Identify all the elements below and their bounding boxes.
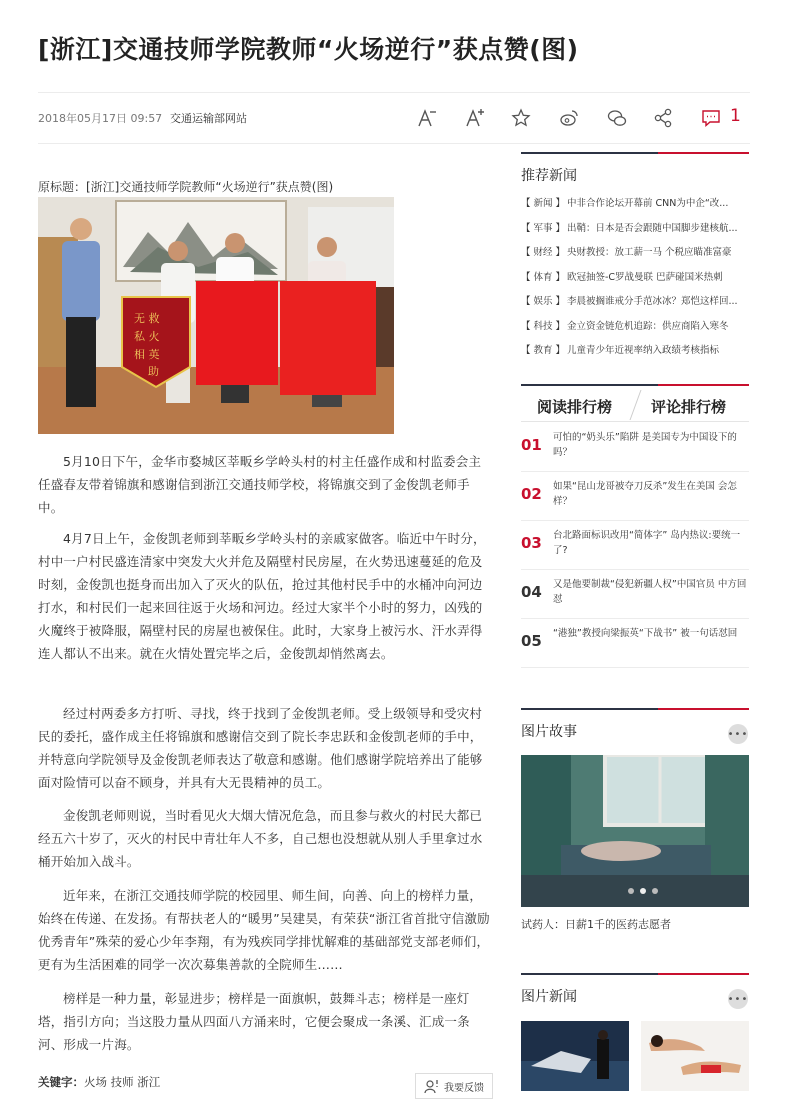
comment-count[interactable]: 1	[730, 106, 741, 126]
rank-link[interactable]: 又是他要制裁“侵犯新疆人权”中国官员 中方回怼	[553, 579, 747, 605]
picture-news-thumb[interactable]	[521, 1021, 629, 1091]
picture-story-caption[interactable]: 试药人：日薪1千的医药志愿者	[521, 918, 671, 931]
sidebar-divider	[521, 152, 749, 154]
sidebar-divider	[521, 708, 749, 710]
keywords-value[interactable]: 火场 技师 浙江	[84, 1075, 161, 1089]
picture-story-heading: 图片故事	[521, 724, 577, 740]
original-title: 原标题：[浙江]交通技师学院教师“火场逆行”获点赞(图)	[38, 180, 334, 194]
wechat-icon	[606, 107, 628, 129]
picture-news-thumb[interactable]	[641, 1021, 749, 1091]
share-icon	[652, 107, 674, 129]
rank-link[interactable]: “港独”教授向梁振英“下战书” 被一句话怼回	[553, 628, 738, 639]
tab-comment-ranking[interactable]: 评论排行榜	[651, 398, 727, 416]
rank-number: 04	[521, 583, 542, 601]
article-paragraph: 金俊凯老师则说，当时看见火大烟大情况危急，而且参与救火的村民大都已经五六十岁了，灭火的村民中青壮年人不多，自己想也没想就从别人手里拿过水桶开始加入战斗。	[38, 808, 483, 869]
tab-read-ranking[interactable]: 阅读排行榜	[537, 398, 613, 416]
rank-item[interactable]	[521, 424, 749, 472]
wechat-share-button[interactable]	[604, 105, 630, 131]
list-item[interactable]	[521, 337, 749, 362]
list-item[interactable]	[521, 190, 749, 215]
article-paragraph: 经过村两委多方打听、寻找，终于找到了金俊凯老师。受上级领导和受灾村民的委托，盛作成主任将锦旗和感谢信交到了院长李忠跃和金俊凯老师的手中，并特意向学院领导及金俊凯老师表达了敬意和感谢。他们感谢学院培养出了能够面对险情可以奋不顾身，并具有大无畏精神的员工。	[38, 706, 483, 790]
article-paragraph: 榜样是一种力量，彰显进步；榜样是一面旗帜，鼓舞斗志；榜样是一座灯塔，指引方向；当这股力量从四面八方涌来时，它便会聚成一条溪、汇成一条河、形成一片海。	[38, 991, 470, 1052]
svg-text:相 英: 相 英	[134, 348, 160, 361]
news-link[interactable]: 李晨被搁谁戒分手范冰冰？郑恺这样回...	[567, 296, 738, 308]
article-source[interactable]: 交通运输部网站	[170, 112, 247, 125]
feedback-icon	[424, 1078, 440, 1094]
svg-text:助: 助	[148, 365, 159, 378]
news-link[interactable]: 欧冠抽签-C罗战曼联 巴萨碰国米热刺	[567, 271, 723, 283]
rank-link[interactable]: 可怕的“奶头乐”陷阱 是美国专为中国设下的吗？	[553, 432, 737, 458]
list-item[interactable]	[521, 288, 749, 313]
rank-number: 01	[521, 436, 542, 454]
news-category[interactable]: 【 财经 】	[521, 247, 566, 259]
article-title: [浙江]交通技师学院教师“火场逆行”获点赞(图)	[38, 35, 579, 64]
picture-story-image[interactable]	[521, 755, 749, 907]
rank-item[interactable]	[521, 473, 749, 521]
sidebar-divider	[521, 973, 749, 975]
svg-text:私 火: 私 火	[134, 330, 160, 343]
news-category[interactable]: 【 教育 】	[521, 345, 566, 357]
article-paragraph: 5月10日下午，金华市婺城区莘畈乡学岭头村的村主任盛作成和村监委会主任盛春友带着锦旗和感谢信到浙江交通技师学校，将锦旗交到了金俊凯老师手中。	[38, 454, 482, 515]
news-link[interactable]: 出鞘：日本是否会跟随中国脚步建核航...	[567, 222, 738, 234]
list-item[interactable]	[521, 215, 749, 240]
news-category[interactable]: 【 新闻 】	[521, 198, 566, 210]
tab-divider	[630, 390, 642, 420]
star-icon	[510, 107, 532, 129]
news-category[interactable]: 【 体育 】	[521, 271, 566, 283]
font-increase-button[interactable]	[462, 105, 488, 131]
news-link[interactable]: 金立资金链危机追踪：供应商陷入寒冬	[567, 320, 729, 332]
font-increase-icon	[464, 107, 486, 129]
rank-item[interactable]	[521, 522, 749, 570]
rank-number: 05	[521, 632, 542, 650]
recommend-list	[521, 190, 749, 362]
banner-text: 无 救	[134, 312, 160, 325]
font-decrease-icon	[416, 107, 438, 129]
news-link[interactable]: 中非合作论坛开幕前 CNN为中企“改...	[567, 198, 729, 210]
news-category[interactable]: 【 娱乐 】	[521, 296, 566, 308]
news-link[interactable]: 儿童青少年近视率纳入政绩考核指标	[567, 345, 720, 357]
comment-button[interactable]	[698, 105, 724, 131]
article-paragraph: 4月7日上午，金俊凯老师到莘畈乡学岭头村的亲戚家做客。临近中午时分，村中一户村民盛连清家中突发大火并危及隔壁村民房屋，在火势迅速蔓延的危及时刻，金俊凯也挺身而出加入了灭火的队伍，抢过其他村民手中的水桶冲向河边打水，和村民们一起来回往返于火场和河边。经过大家半个小时的努力，凶残的火魔终于被降服，隔壁村民的房屋也被保住。此时，大家身上被污水、汗水弄得连人都认不出来。就在火情处置完毕之后，金俊凯却悄然离去。	[38, 531, 486, 661]
favorite-button[interactable]	[508, 105, 534, 131]
rank-number: 02	[521, 485, 542, 503]
rank-link[interactable]: 台北路面标识改用“简体字” 岛内热议:要统一了?	[553, 530, 741, 556]
weibo-share-button[interactable]	[556, 105, 582, 131]
article-photo	[38, 197, 394, 434]
list-item[interactable]	[521, 264, 749, 289]
list-item[interactable]	[521, 313, 749, 338]
news-link[interactable]: 央财教授：放工薪一马 个税应瞄准富豪	[567, 247, 732, 259]
news-category[interactable]: 【 军事 】	[521, 222, 566, 234]
rank-number: 03	[521, 534, 542, 552]
list-item[interactable]	[521, 239, 749, 264]
news-category[interactable]: 【 科技 】	[521, 320, 566, 332]
comment-icon	[700, 107, 722, 129]
more-button[interactable]: •••	[728, 989, 748, 1009]
rank-item[interactable]	[521, 620, 749, 668]
publish-date: 2018年05月17日 09:57	[38, 112, 163, 125]
article-meta-bar	[38, 92, 750, 144]
feedback-button[interactable]	[415, 1073, 493, 1099]
ranking-tabs	[521, 384, 749, 422]
weibo-icon	[558, 107, 580, 129]
article-paragraph: 近年来，在浙江交通技师学院的校园里、师生间，向善、向上的榜样力量，始终在传递、在发扬。有帮扶老人的“暖男”吴建昊，有荣获“浙江省首批守信激励优秀青年”殊荣的爱心少年李翔，有为残疾同学排忧解难的基础部党支部老师们，更有为生活困难的同学一次次募集善款的全院师生……	[38, 888, 490, 972]
font-decrease-button[interactable]	[414, 105, 440, 131]
share-button[interactable]	[650, 105, 676, 131]
keywords-row	[38, 1074, 160, 1090]
recommend-heading: 推荐新闻	[521, 168, 577, 184]
feedback-label: 我要反馈	[444, 1082, 484, 1094]
rank-link[interactable]: 如果“昆山龙哥被夺刀反杀”发生在美国 会怎样？	[553, 481, 737, 507]
keywords-label: 关键字：	[38, 1075, 84, 1089]
rank-item[interactable]	[521, 571, 749, 619]
more-button[interactable]: •••	[728, 724, 748, 744]
picture-news-heading: 图片新闻	[521, 989, 577, 1005]
